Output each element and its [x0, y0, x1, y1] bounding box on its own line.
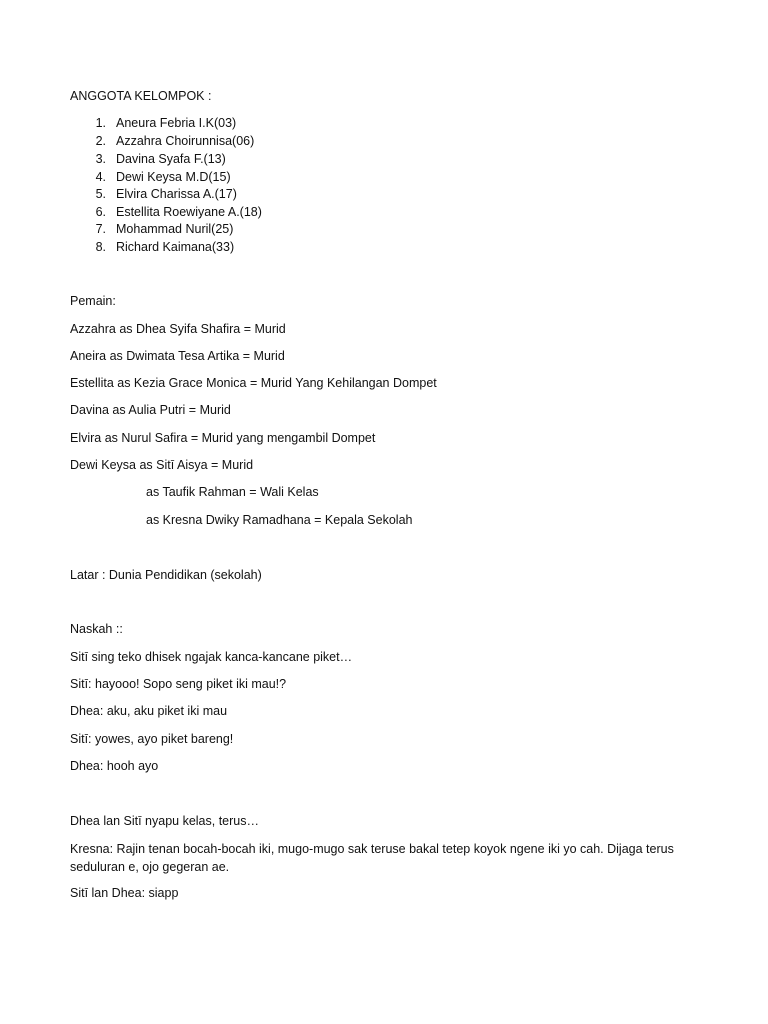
member-name: Elvira Charissa A.(17) [116, 187, 237, 201]
list-number: 5. [95, 187, 106, 201]
cast-line: Aneira as Dwimata Tesa Artika = Murid [70, 349, 285, 363]
list-number: 4. [95, 170, 106, 184]
script-line: Dhea: aku, aku piket iki mau [70, 704, 228, 718]
member-name: Estellita Roewiyane A.(18) [116, 205, 262, 219]
list-number: 2. [95, 134, 106, 148]
cast-line: as Taufik Rahman = Wali Kelas [146, 485, 319, 499]
cast-line: Dewi Keysa as Sitī Aisya = Murid [70, 458, 254, 472]
script-line: Dhea: hooh ayo [70, 759, 159, 773]
list-number: 8. [95, 240, 106, 254]
cast-line: Azzahra as Dhea Syifa Shafira = Murid [70, 322, 286, 336]
dialogue-kresna: Kresna: Rajin tenan bocah-bocah iki, mugo-mugo sak teruse bakal tetep koyok ngene iki yo cah. Dijaga terus seduluran e, ojo gegeran ae. [70, 842, 674, 874]
cast-line: Estellita as Kezia Grace Monica = Murid Yang Kehilangan Dompet [70, 376, 437, 390]
cast-line: Davina as Aulia Putri = Murid [70, 403, 231, 417]
member-name: Richard Kaimana(33) [116, 240, 235, 254]
cast-line: Elvira as Nurul Safira = Murid yang mengambil Dompet [70, 431, 376, 445]
member-name: Davina Syafa F.(13) [116, 152, 226, 166]
dialogue-siti-dhea: Sitī lan Dhea: siapp [70, 886, 179, 900]
member-name: Azzahra Choirunnisa(06) [116, 134, 255, 148]
cast-line: as Kresna Dwiky Ramadhana = Kepala Sekolah [146, 513, 413, 527]
script-line: Sitī: hayooo! Sopo seng piket iki mau!? [70, 677, 287, 691]
member-name: Mohammad Nuril(25) [116, 222, 234, 236]
group-heading: ANGGOTA KELOMPOK : [70, 89, 212, 103]
script-line: Sitī: yowes, ayo piket bareng! [70, 732, 234, 746]
list-number: 1. [95, 116, 106, 130]
list-number: 3. [95, 152, 106, 166]
member-name: Dewi Keysa M.D(15) [116, 170, 231, 184]
list-number: 6. [95, 205, 106, 219]
setting-line: Latar : Dunia Pendidikan (sekolah) [70, 568, 262, 582]
member-name: Aneura Febria I.K(03) [116, 116, 237, 130]
scene-line: Dhea lan Sitī nyapu kelas, terus… [70, 814, 259, 828]
script-heading: Naskah :: [70, 622, 123, 636]
script-line: Sitī sing teko dhisek ngajak kanca-kancane piket… [70, 650, 353, 664]
pemain-heading: Pemain: [70, 294, 116, 308]
list-number: 7. [95, 222, 106, 236]
